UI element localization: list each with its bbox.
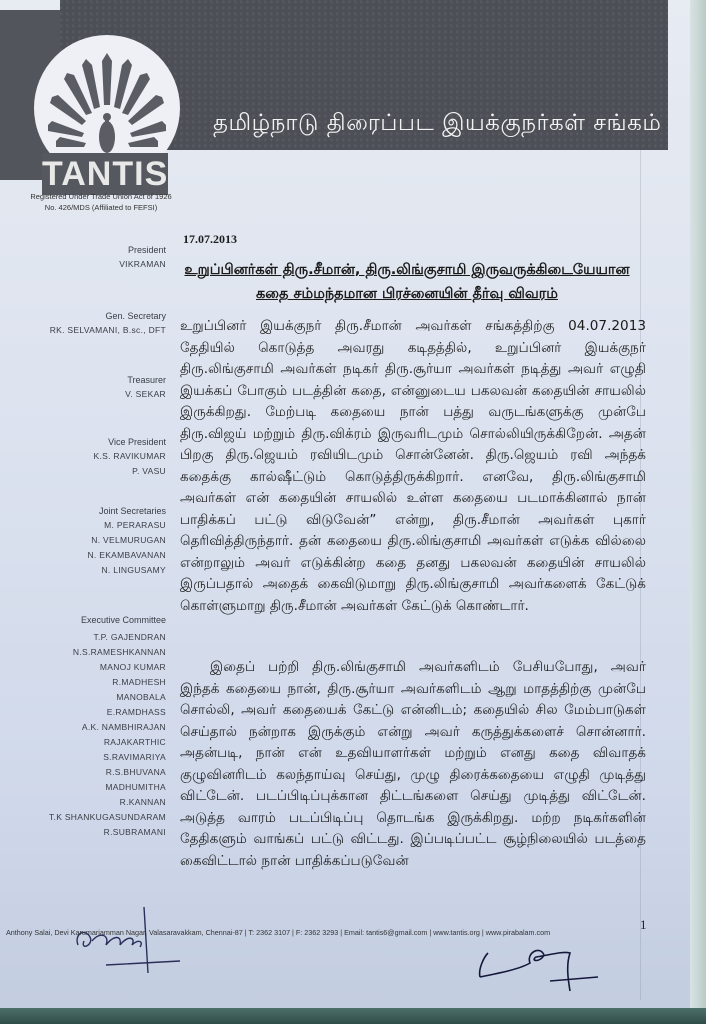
page-number: 1 <box>640 917 647 932</box>
group-treasurer <box>0 374 166 402</box>
table-surface <box>0 1008 706 1024</box>
member-name: E.RAMDHASS <box>106 707 166 717</box>
member-name: R.MADHESH <box>112 677 166 687</box>
member-name: R.S.BHUVANA <box>105 767 166 777</box>
subject-line-2: கதை சம்மந்தமான பிரச்னையின் தீர்வு விவரம் <box>256 286 558 302</box>
organization-name: தமிழ்நாடு திரைப்பட இயக்குநர்கள் சங்கம் <box>213 110 662 136</box>
member-name: V. SEKAR <box>125 389 166 399</box>
group-gen-secretary <box>0 310 166 338</box>
member-name: N. VELMURUGAN <box>91 535 166 545</box>
letter-subject <box>182 258 632 306</box>
role-label: Vice President <box>108 437 166 447</box>
role-label: Joint Secretaries <box>98 506 166 516</box>
member-name: S.RAVIMARIYA <box>103 752 166 762</box>
group-executive-committee <box>0 614 166 840</box>
footer-address: Anthony Salai, Devi Karumariamman Nagar, Valasaravakkam, Chennai-87 | T: 2362 3107 | F: 2362 3293 | Email: tantis6@gmail.com | www.tantis.org | www.pirabalam.com <box>6 928 551 937</box>
registration-note: Registered Under Trade Union Act of 1926 No. 426/MDS (Affiliated to FEFSI) <box>30 192 172 212</box>
member-name: MADHUMITHA <box>105 782 166 792</box>
role-label: Treasurer <box>127 375 166 385</box>
letter-date: 17.07.2013 <box>183 232 237 246</box>
member-name: P. VASU <box>132 466 166 476</box>
member-name: T.P. GAJENDRAN <box>93 632 166 642</box>
role-label: Gen. Secretary <box>105 311 166 321</box>
page-edge <box>690 0 706 1024</box>
signature-left-icon <box>70 905 190 975</box>
paragraph-1: உறுப்பினர் இயக்குநர் திரு.சீமான் அவர்கள் சங்கத்திற்கு 04.07.2013 தேதியில் கொடுத்த அவரது கடிதத்தில், உறுப்பினர் இயக்குநர் திரு.லிங்குசாமி அவர்கள் நடிகர் திரு.சூர்யா அவர்கள் நடித்து அவர் எழுதி இயக்கப் போகும் படத்தின் கதை, என்னுடைய பகலவன் கதையின் சாயலில் இருக்கிறது. மேற்படி கதையை நான் பத்து வருடங்களுக்கு முன்பே திரு.விஜய் மற்றும் திரு.விக்ரம் இருவரிடமும் சொல்லியிருக்கிறேன். அதன் பிறகு திரு.ஜெயம் ரவியிடமும் சொன்னேன். திரு.ஜெயம் ரவி அந்தக் கதைக்கு கால்ஷீட்டும் கொடுத்திருக்கிறார். எனவே, திரு.லிங்குசாமி அவர்கள் என் கதையின் சாயலில் உள்ள கதையை படமாக்கினால் நான் பாதிக்கப் பட்டு விடுவேன்” என்று, திரு.சீமான் அவர்கள் புகார் தெரிவித்திருந்தார். தன் கதையை திரு.லிங்குசாமி அவர்கள் எடுக்க வில்லை என்றாலும் அவர் எடுக்கின்ற கதை தனது பகலவன் கதையின் சாயலில் இருப்பதால் அதைக் கைவிடுமாறு திரு.லிங்குசாமி அவர்களைக் கேட்டுக் கொள்ளுமாறு திரு.சீமான் அவர்கள் கேட்டுக் கொண்டார். <box>180 318 646 614</box>
member-name: RAJAKARTHIC <box>103 737 166 747</box>
member-name: N.S.RAMESHKANNAN <box>72 647 166 657</box>
member-name: N. LINGUSAMY <box>101 565 166 575</box>
paragraph-2: இதைப் பற்றி திரு.லிங்குசாமி அவர்களிடம் பேசியபோது, அவர் இந்தக் கதையை நான், திரு.சூர்யா அவர்களிடம் ஆறு மாதத்திற்கு முன்பே சொல்லி, அவர் கதையைக் கேட்டு என்னிடம்; கதையில் சில மேம்பாடுகள் செய்தால் நன்றாக இருக்கும் என்று அவர் கருத்துக்களைச் சொன்னார். அதன்படி, நான் என் உதவியாளர்கள் மற்றும் எனது கதை விவாதக் குழுவினரிடம் கலந்தாய்வு செய்து, முழு திரைக்கதையை எழுதி முடித்து விட்டேன். படப்பிடிப்புக்கான திட்டங்களை செய்து முடித்து விட்டேன். அடுத்த வாரம் படப்பிடிப்பு தொடங்க இருக்கிறது. மற்ற நடிகர்களின் தேதிகளும் வாங்கப் பட்டு விட்டது. இப்படிப்பட்ட சூழ்நிலையில் படத்தை கைவிட்டால் நான் பாதிக்கப்படுவேன் <box>180 659 646 869</box>
subject-line-1: உறுப்பினர்கள் திரு.சீமான், திரு.லிங்குசாமி இருவருக்கிடையேயான <box>184 262 630 278</box>
group-vice-president <box>0 436 166 479</box>
member-name: K.S. RAVIKUMAR <box>93 451 166 461</box>
peacock-icon <box>34 35 180 165</box>
tantis-logo <box>34 35 180 193</box>
signature-right-icon <box>470 935 610 995</box>
group-joint-secretaries <box>0 505 166 578</box>
member-name: T.K SHANKUGASUNDARAM <box>49 812 166 822</box>
member-name: MANOBALA <box>116 692 166 702</box>
member-name: M. PERARASU <box>104 520 166 530</box>
member-name: N. EKAMBAVANAN <box>87 550 166 560</box>
member-name: RK. SELVAMANI, B.sc., DFT <box>49 325 166 335</box>
member-name: R.KANNAN <box>119 797 166 807</box>
member-name: R.SUBRAMANI <box>103 827 166 837</box>
role-label: Executive Committee <box>80 615 166 625</box>
logo-text: TANTIS <box>42 155 169 193</box>
member-name: MANOJ KUMAR <box>99 662 166 672</box>
office-bearers-list <box>0 244 166 840</box>
member-name: A.K. NAMBHIRAJAN <box>81 722 166 732</box>
group-president <box>0 244 166 272</box>
role-label: President <box>127 245 166 255</box>
member-name: VIKRAMAN <box>119 259 166 269</box>
